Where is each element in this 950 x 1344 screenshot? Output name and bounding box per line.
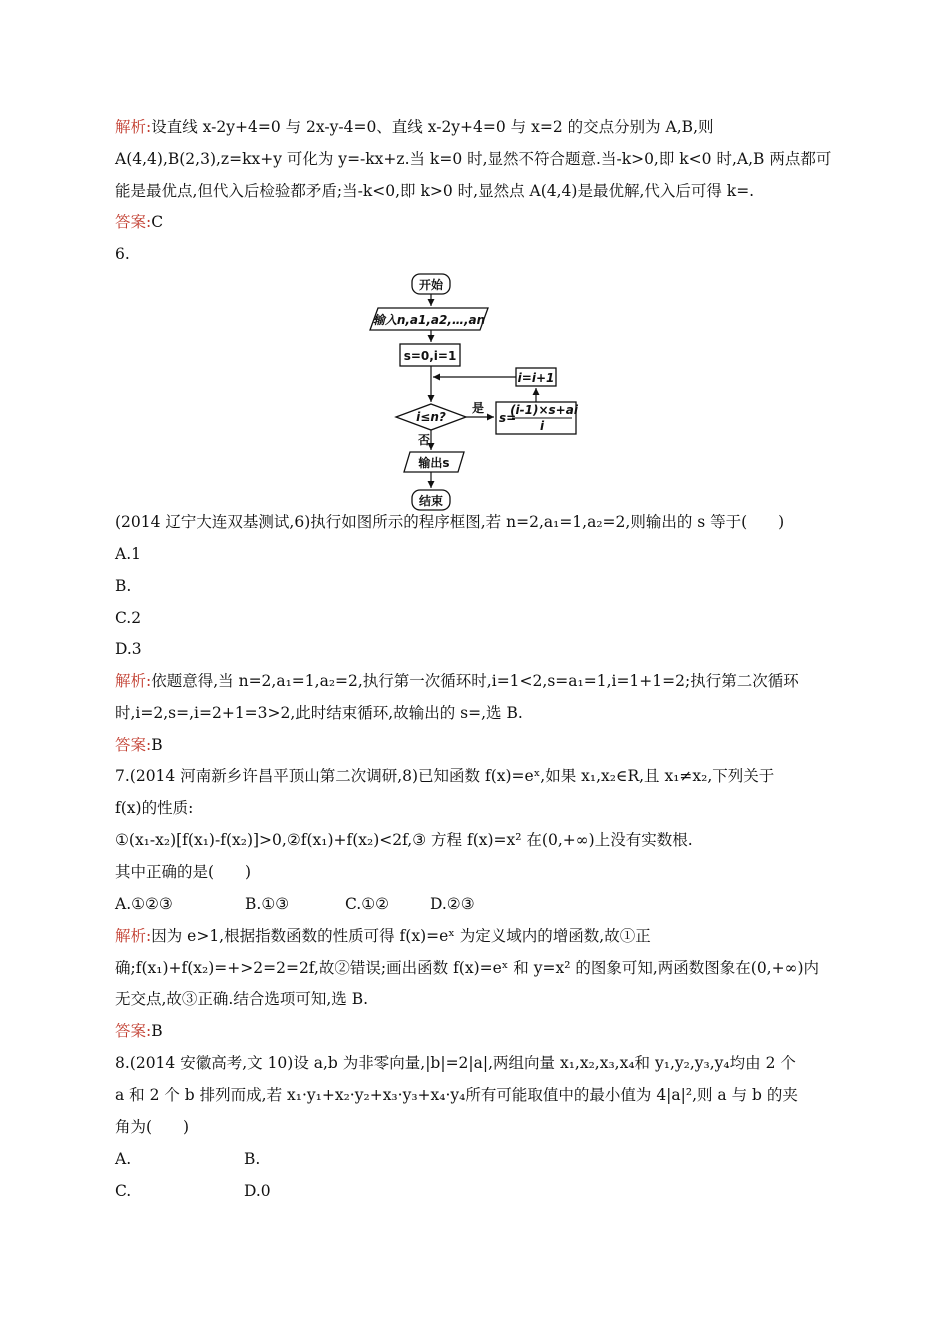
q6-analysis-line-1 [115, 671, 799, 691]
flow-init-label: s=0,i=1 [403, 349, 457, 363]
flow-formula-lhs: s= [499, 411, 517, 425]
flow-formula-numerator: (i-1)×s+ai [510, 403, 578, 417]
q7-option-a: A.①②③ [115, 895, 173, 913]
q7-answer [115, 1021, 163, 1041]
q8-option-b: B. [244, 1150, 261, 1168]
answer-label: 答案: [115, 736, 152, 754]
flow-yes-label: 是 [471, 401, 485, 415]
q8-option-c: C. [115, 1182, 132, 1200]
q7-stem-line-4: 其中正确的是( ) [115, 863, 252, 881]
q8-options-row-1 [115, 1149, 260, 1169]
q8-option-a: A. [115, 1150, 132, 1168]
flow-formula-denominator: i [539, 419, 545, 433]
q6-option-d: D.3 [115, 640, 142, 658]
q5-answer [115, 212, 163, 232]
q7-analysis-line-2: 确;f(x₁)+f(x₂)=+>2=2=2f,故②错误;画出函数 f(x)=eˣ 和 y=x² 的图象可知,两函数图象在(0,+∞)内 [115, 959, 820, 977]
q7-option-c: C.①② [345, 895, 390, 913]
q6-number: 6. [115, 245, 130, 263]
q7-analysis-line-1 [115, 926, 651, 946]
answer-label: 答案: [115, 1022, 152, 1040]
flow-output-label: 输出s [418, 456, 450, 470]
analysis-text: 因为 e>1,根据指数函数的性质可得 f(x)=eˣ 为定义域内的增函数,故①正 [151, 927, 651, 945]
flow-condition-label: i≤n? [416, 410, 446, 424]
q7-stem-line-1: 7.(2014 河南新乡许昌平顶山第二次调研,8)已知函数 f(x)=eˣ,如果 x₁,x₂∈R,且 x₁≠x₂,下列关于 [115, 767, 775, 785]
q6-option-a: A.1 [115, 545, 141, 563]
q6-analysis-line-2: 时,i=2,s=,i=2+1=3>2,此时结束循环,故输出的 s=,选 B. [115, 704, 523, 722]
q7-stem-line-2: f(x)的性质: [115, 799, 194, 817]
q7-option-d: D.②③ [430, 895, 475, 913]
q6-option-c: C.2 [115, 609, 142, 627]
analysis-text: 设直线 x-2y+4=0 与 2x-y-4=0、直线 x-2y+4=0 与 x=2 的交点分别为 A,B,则 [151, 118, 714, 136]
q8-options-row-2 [115, 1181, 271, 1201]
flow-start-label: 开始 [418, 278, 444, 292]
flow-no-label: 否 [417, 433, 431, 447]
analysis-label: 解析: [115, 118, 152, 136]
flow-end-label: 结束 [418, 494, 444, 508]
answer-value: C [151, 213, 164, 231]
flowchart [366, 270, 586, 514]
q7-options [115, 894, 475, 914]
q6-answer [115, 735, 163, 755]
q7-stem-line-3: ①(x₁-x₂)[f(x₁)-f(x₂)]>0,②f(x₁)+f(x₂)<2f,③ 方程 f(x)=x² 在(0,+∞)上没有实数根. [115, 831, 693, 849]
q6-stem: (2014 辽宁大连双基测试,6)执行如图所示的程序框图,若 n=2,a₁=1,a₂=2,则输出的 s 等于( ) [115, 513, 785, 531]
q5-analysis-line-2: A(4,4),B(2,3),z=kx+y 可化为 y=-kx+z.当 k=0 时,显然不符合题意.当-k>0,即 k<0 时,A,B 两点都可 [115, 150, 832, 168]
flow-increment-label: i=i+1 [517, 371, 555, 385]
q8-stem-line-3: 角为( ) [115, 1118, 190, 1136]
q8-stem-line-2: a 和 2 个 b 排列而成,若 x₁·y₁+x₂·y₂+x₃·y₃+x₄·y₄所有可能取值中的最小值为 4|a|²,则 a 与 b 的夹 [115, 1086, 798, 1104]
analysis-label: 解析: [115, 672, 152, 690]
flow-input-label: 输入n,a1,a2,…,an [372, 313, 486, 327]
q7-analysis-line-3: 无交点,故③正确.结合选项可知,选 B. [115, 990, 369, 1008]
q6-option-b: B. [115, 577, 132, 595]
q8-option-d: D.0 [244, 1182, 271, 1200]
answer-label: 答案: [115, 213, 152, 231]
analysis-text: 依题意得,当 n=2,a₁=1,a₂=2,执行第一次循环时,i=1<2,s=a₁=1,i=1+1=2;执行第二次循环 [151, 672, 799, 690]
answer-value: B [151, 736, 163, 754]
answer-value: B [151, 1022, 163, 1040]
q5-analysis-line-3: 能是最优点,但代入后检验都矛盾;当-k<0,即 k>0 时,显然点 A(4,4)是最优解,代入后可得 k=. [115, 182, 755, 200]
q5-analysis-line-1 [115, 117, 714, 137]
q7-option-b: B.①③ [245, 895, 290, 913]
q8-stem-line-1: 8.(2014 安徽高考,文 10)设 a,b 为非零向量,|b|=2|a|,两组向量 x₁,x₂,x₃,x₄和 y₁,y₂,y₃,y₄均由 2 个 [115, 1054, 796, 1072]
analysis-label: 解析: [115, 927, 152, 945]
